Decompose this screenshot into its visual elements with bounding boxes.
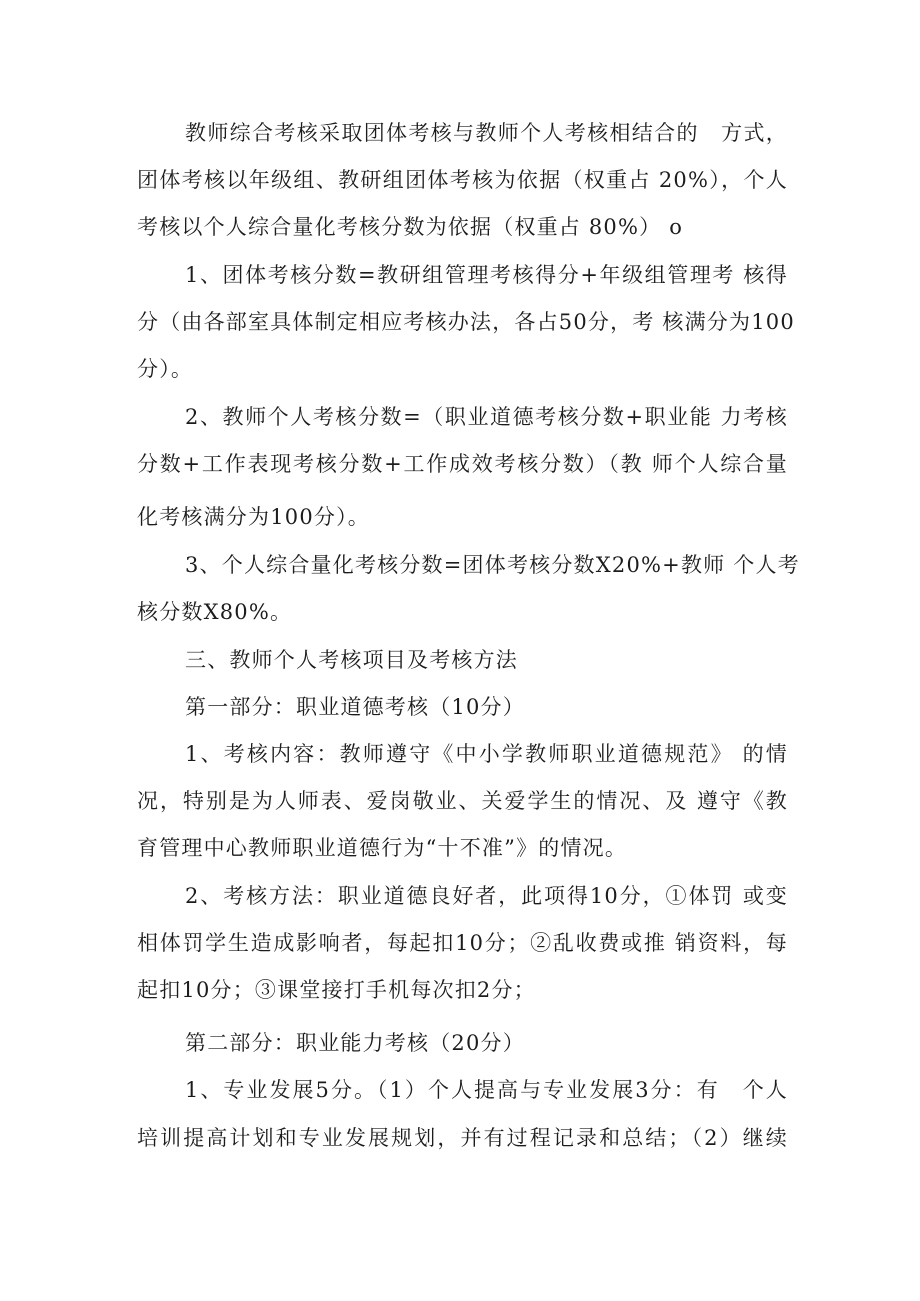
- text-line: 3、个人综合量化考核分数=团体考核分数X20%+教师 个人考: [185, 553, 800, 577]
- text-line: 况，特别是为人师表、爱岗敬业、关爱学生的情况、及 遵守《教: [137, 789, 788, 813]
- text-line: 2、考核方法：职业道德良好者，此项得10分，①体罚 或变: [185, 884, 788, 908]
- text-line: 1、团体考核分数=教研组管理考核得分+年级组管理考 核得: [185, 263, 788, 287]
- part-heading: 第二部分：职业能力考核（20分）: [185, 1031, 525, 1055]
- text-line: 培训提高计划和专业发展规划，并有过程记录和总结；（2）继续: [137, 1126, 788, 1150]
- text-line: 分数+工作表现考核分数+工作成效考核分数）（教 师个人综合量: [137, 452, 788, 476]
- text-line: 团体考核以年级组、教研组团体考核为依据（权重占 20%），个人: [137, 168, 788, 192]
- text-line: 1、考核内容：教师遵守《中小学教师职业道德规范》 的情: [185, 742, 788, 766]
- text-line: 核分数X80%。: [137, 600, 293, 624]
- part-heading: 第一部分：职业道德考核（10分）: [185, 695, 525, 719]
- text-line: 化考核满分为100分）。: [137, 505, 370, 529]
- section-heading: 三、教师个人考核项目及考核方法: [185, 648, 518, 672]
- text-line: 1、专业发展5分。（1）个人提高与专业发展3分：有 个人: [185, 1078, 788, 1102]
- text-line: 考核以个人综合量化考核分数为依据（权重占 80%） o: [137, 215, 684, 239]
- text-line: 起扣10分；③课堂接打手机每次扣2分；: [137, 978, 536, 1002]
- text-line: 2、教师个人考核分数=（职业道德考核分数+职业能 力考核: [185, 405, 788, 429]
- text-line: 教师综合考核采取团体考核与教师个人考核相结合的 方式，: [185, 121, 788, 145]
- text-line: 相体罚学生造成影响者，每起扣10分；②乱收费或推 销资料，每: [137, 931, 788, 955]
- text-line: 分（由各部室具体制定相应考核办法，各占50分，考 核满分为100: [137, 310, 795, 334]
- text-line: 育管理中心教师职业道德行为“十不准”》的情况。: [137, 836, 628, 860]
- text-line: 分）。: [137, 357, 194, 381]
